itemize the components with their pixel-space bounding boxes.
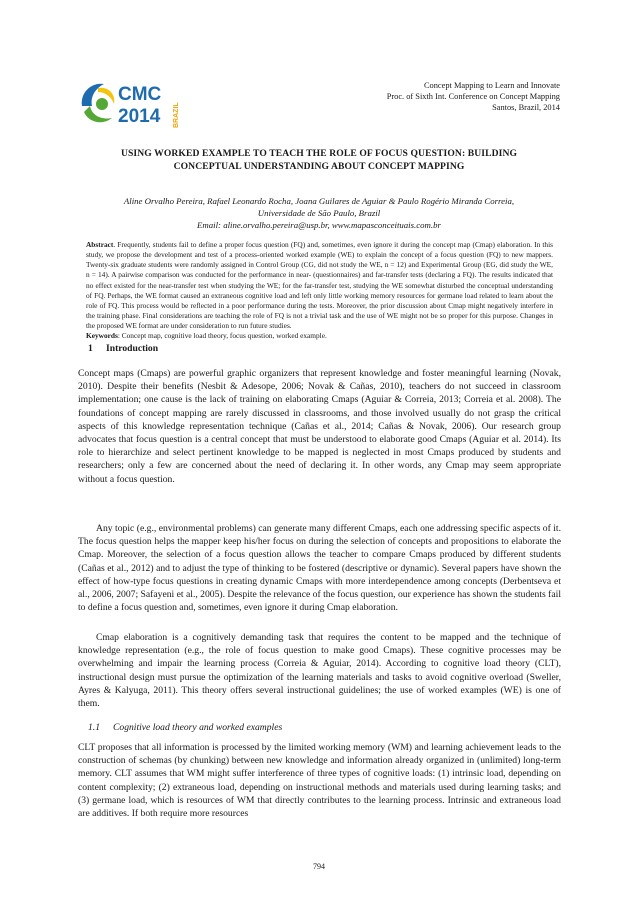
keywords-text: : Concept map, cognitive load theory, focus question, worked example. <box>117 331 327 341</box>
conference-theme: Concept Mapping to Learn and Innovate <box>423 81 560 90</box>
logo-text-cmc: CMC <box>118 84 162 105</box>
page-number: 794 <box>313 862 325 871</box>
paragraph: Concept maps (Cmaps) are powerful graphic organizers that represent knowledge and foster meaningful learning (Novak, 2010). Despite their benefits (Nesbit & Adesope, 2006; Novak & Cañas, 2010), teachers do not succeed in classroom implementation; one cause is the lack of training on elaborating Cmaps (Aguiar & Correia, 2013; Correia et al. 2008). The foundations of concept mapping are rarely discussed in classrooms, and those involved usually do not grasp the critical aspects of this knowledge representation technique (Cañas et al., 2014; Cañas & Novak, 2006). Our research group advocates that focus question is a central concept that must be understood to elaborate good Cmaps (Aguiar et al. 2014). Its role to hierarchize and select pertinent knowledge to be mapped is neglected in most Cmaps produced by students and researchers; only a few are concerned about the need of declaring it. In other words, any Cmap may seem appropriate without a focus question. <box>78 368 561 485</box>
paragraph: CLT proposes that all information is processed by the limited working memory (WM) and learning achievement leads to the construction of schemas (by chunking) between new knowledge and information already organized in (unlimited) long-term memory. CLT assumes that WM might suffer interference of three types of cognitive loads: (1) intrinsic load, depending on content complexity; (2) extraneous load, depending on instructional methods and materials used during learning tasks; and (3) germane load, which is resources of WM that directly contributes to the learning process. Intrinsic and extraneous load are additives. If both require more resources <box>78 742 561 820</box>
paragraph: Cmap elaboration is a cognitively demanding task that requires the content to be mapped and the technique of knowledge representation (e.g., the role of focus question to make good Cmaps). These cognitive processes may be overwhelming and impair the learning process (Correia & Aguiar, 2014). According to cognitive load theory (CLT), instructional design must pursue the optimization of the learning materials and tasks to avoid cognitive overload (Sweller, Ayres & Kalyuga, 2011). This theory offers several instructional guidelines; the use of worked examples (WE) is one of them. <box>78 632 561 710</box>
keywords-label: Keywords <box>86 331 118 341</box>
author-affiliation: Universidade de São Paulo, Brazil <box>257 208 381 218</box>
abstract <box>86 240 553 342</box>
subsection-heading-clt <box>88 722 282 733</box>
conference-logo <box>78 76 190 132</box>
cmc-2014-logo-icon <box>78 76 190 132</box>
paper-title <box>78 148 560 173</box>
author-email: Email: aline.orvalho.pereira@usp.br, www.mapasconceituais.com.br <box>197 220 441 230</box>
logo-swirl-center <box>96 98 108 110</box>
section-number: 1 <box>88 343 93 354</box>
section-heading-introduction <box>88 343 158 354</box>
conference-proceedings: Proc. of Sixth Int. Conference on Concept Mapping <box>386 92 560 101</box>
title-line-1: USING WORKED EXAMPLE TO TEACH THE ROLE OF FOCUS QUESTION: BUILDING <box>120 148 518 159</box>
author-names: Aline Orvalho Pereira, Rafael Leonardo Rocha, Joana Guilares de Aguiar & Paulo Rogério Miranda Correia, <box>123 196 515 206</box>
logo-text-2014: 2014 <box>118 106 161 127</box>
subsection-number: 1.1 <box>88 722 100 733</box>
paragraph: Any topic (e.g., environmental problems) can generate many different Cmaps, each one addressing specific aspects of it. The focus question helps the mapper keep his/her focus on during the selection of concepts and propositions to elaborate the Cmap. Moreover, the selection of a focus question allows the teacher to compare Cmaps produced by different students (Cañas et al., 2012) and to adjust the type of thinking to be fostered (descriptive or dynamic). Several papers have shown the effect of how-type focus questions in creating dynamic Cmaps with more interdependence among concepts (Derbentseva et al., 2006, 2007; Safayeni et al., 2005). Despite the relevance of the focus question, our experience has shown the students fail to define a focus question and, sometimes, even ignore it during Cmap elaboration. <box>78 523 561 614</box>
abstract-text: . Frequently, students fail to define a proper focus question (FQ) and, sometimes, even ignore it during the concept map (Cmap) elaboration. In this study, we propose the development and test of a process-oriented worked example (WE) to explain the concept of a focus question (FQ) to new mappers. Twenty-six graduate students were randomly assigned in Control Group (CG, did not study the WE, n = 12) and Experimental Group (EG, did study the WE, n = 14). A pairwise comparison was conducted for the performance in near- (questionnaires) and far-transfer tests (declaring a FQ). The results indicated that no effect existed for the near-transfer test when studying the WE; for the far-transfer test, studying the WE somewhat disturbed the conceptual understanding of FQ. Perhaps, the WE format caused an extraneous cognitive load and left only little working memory resources for germane load related to learn about the role of FQ. This process would be reflected in a poor performance during the tests. Moreover, the prior discussion about Cmap might negatively interfere in the training phase. Final considerations are teaching the role of FQ is not a trivial task and the use of WE might not be so proper for this purpose. Changes in the proposed WE format are under consideration to run future studies. <box>86 240 553 331</box>
logo-text-brazil: BRAZIL <box>173 102 180 128</box>
subsection-title: Cognitive load theory and worked examples <box>113 722 283 733</box>
section-title: Introduction <box>106 343 159 354</box>
title-line-2: CONCEPTUAL UNDERSTANDING ABOUT CONCEPT MAPPING <box>173 160 465 172</box>
conference-location: Santos, Brazil, 2014 <box>492 103 560 112</box>
conference-header <box>387 80 560 113</box>
author-block <box>78 195 560 231</box>
abstract-label: Abstract <box>86 240 114 249</box>
